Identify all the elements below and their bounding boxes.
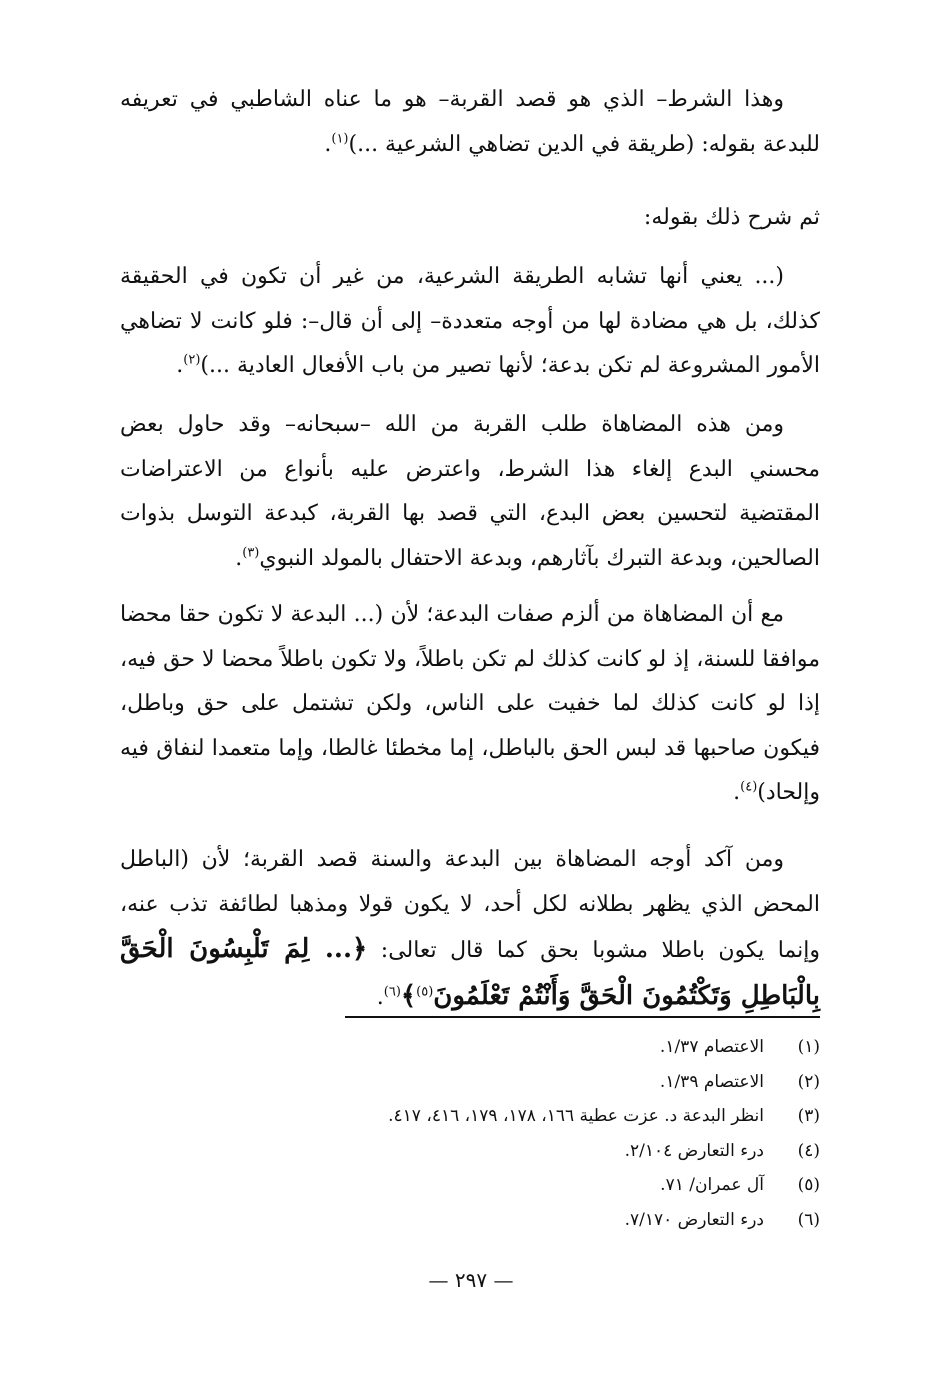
footnote-number: (٦): [797, 1209, 820, 1230]
footnotes-list: [260, 1030, 820, 1237]
footnote-divider: [345, 1016, 820, 1018]
footnote-ref[interactable]: (٦): [383, 984, 401, 1000]
sentence-end: .: [324, 131, 332, 157]
paragraph-text: (... يعني أنها تشابه الطريقة الشرعية، من غير أن تكون في الحقيقة كذلك، بل هي مضادة لها من أوجه متعددة– إلى أن قال–: فلو كانت لا تضاهي الأمور المشروعة لم تكن بدعة؛ لأنها تصير من باب الأفعال العادية ...): [120, 264, 820, 378]
paragraph-text: ومن آكد أوجه المضاهاة بين البدعة والسنة قصد القربة؛ لأن (الباطل المحض الذي يظهر بطلانه لكل أحد، لا يكون قولا ومذهبا لطائفة تذب عنه، وإنما يكون باطلا مشوبا بحق كما قال تعالى:: [120, 847, 820, 963]
footnote-text: انظر البدعة د. عزت عطية ١٦٦، ١٧٨، ١٧٩، ٤١٦، ٤١٧.: [388, 1106, 764, 1126]
footnote-ref[interactable]: (٣): [242, 545, 260, 561]
paragraph-3: [120, 255, 820, 389]
footnote-number: (١): [797, 1037, 820, 1057]
sentence-end: .: [235, 545, 243, 571]
footnote-number: (٣): [797, 1106, 820, 1126]
quran-close-bracket: ﴾: [400, 980, 417, 1011]
footnote-number: (٢): [797, 1071, 820, 1092]
paragraph-6: [120, 838, 820, 1020]
footnote-ref[interactable]: (٤): [740, 779, 758, 795]
footnote-number: (٥): [797, 1175, 820, 1195]
footnote-number: (٤): [797, 1140, 820, 1161]
footnote-ref[interactable]: (٢): [183, 352, 201, 368]
footnote-text: الاعتصام ١/٣٧.: [659, 1037, 764, 1057]
paragraph-text: ومن هذه المضاهاة طلب القربة من الله –سبحانه– وقد حاول بعض محسني البدع إلغاء هذا الشرط، واعترض عليه بأنواع من الاعتراضات المقتضية لتحسين بعض البدع، التي قصد بها القربة، كبدعة التوسل بذوات الصالحين، وبدعة التبرك بآثارهم، وبدعة الاحتفال بالمولد النبوي: [120, 412, 820, 571]
footnote-item: [260, 1168, 820, 1203]
paragraph-text: مع أن المضاهاة من ألزم صفات البدعة؛ لأن (... البدعة لا تكون حقا محضا موافقا للسنة، إذ لو كانت كذلك لم تكن باطلاً، ولا تكون باطلاً محضا لا حق فيه، إذا لو كانت كذلك لما خفيت على الناس، ولكن تشتمل على حق وباطل، فيكون صاحبها قد لبس الحق بالباطل، إما مخطئا غالطا، وإما متعمدا لنفاق فيه وإلحاد): [120, 602, 820, 805]
footnote-text: درء التعارض ٧/١٧٠.: [624, 1209, 764, 1230]
page-number: — ٢٩٧ —: [428, 1268, 514, 1292]
paragraph-text: ثم شرح ذلك بقوله:: [643, 205, 820, 230]
footnote-ref[interactable]: (١): [331, 131, 349, 147]
footnote-item: [260, 1099, 820, 1134]
paragraph-2: [120, 196, 820, 241]
footnote-text: آل عمران/ ٧١.: [660, 1175, 764, 1195]
sentence-end: .: [176, 353, 184, 378]
footnote-item: [260, 1065, 820, 1100]
footnote-item: [260, 1134, 820, 1169]
quran-verse: ﴿... لِمَ تَلْبِسُونَ الْحَقَّ بِالْبَاطِلِ وَتَكْتُمُونَ الْحَقَّ وَأَنْتُمْ تَعْلَمُونَ: [120, 934, 820, 1011]
footnote-ref[interactable]: (٥): [416, 984, 434, 1000]
paragraph-text: وهذا الشرط– الذي هو قصد القربة– هو ما عناه الشاطبي في تعريفه للبدعة بقوله: (طريقة في الدين تضاهي الشرعية ...): [120, 87, 820, 157]
footnote-text: درء التعارض ٢/١٠٤.: [624, 1140, 764, 1161]
paragraph-4: [120, 403, 820, 581]
paragraph-1: [120, 78, 820, 167]
sentence-end: .: [376, 984, 384, 1010]
footnote-text: الاعتصام ١/٣٩.: [659, 1071, 764, 1092]
footnote-item: [260, 1030, 820, 1065]
footnote-item: [260, 1203, 820, 1238]
paragraph-5: [120, 593, 820, 816]
sentence-end: .: [733, 780, 741, 805]
